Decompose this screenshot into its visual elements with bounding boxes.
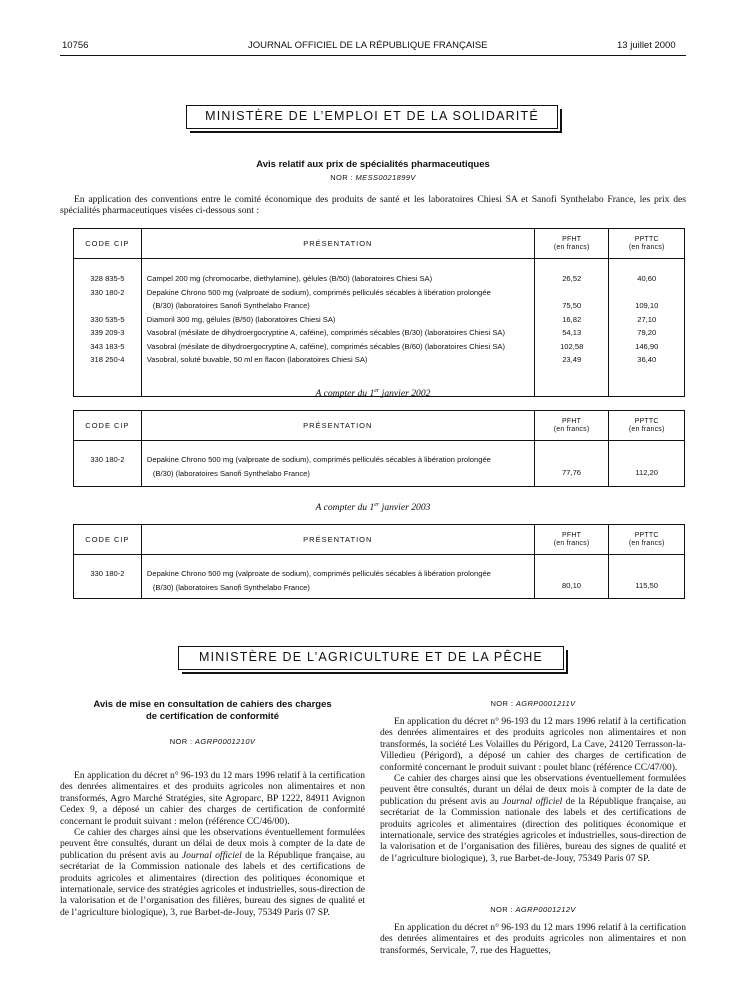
table-row-pfht: 16,82 (562, 314, 582, 324)
table-row-presentation: (B/30) (laboratoires Sanofi Synthelabo France) (152, 468, 310, 478)
col-header-ppttc: PPTTC (en francs) (609, 525, 685, 555)
nor-reference-3: NOR : AGRP0001211V (490, 699, 576, 708)
col-header-code: CODE CIP (74, 229, 142, 259)
table-row-presentation: Vasobral (mésilate de dihydroergocryptine A, caféine), comprimés sécables (B/60) (laboratoires Chiesi SA) (146, 341, 505, 351)
ministry-heading-emploi: MINISTÈRE DE L’EMPLOI ET DE LA SOLIDARITÉ (186, 105, 558, 129)
table-row-ppttc: 36,40 (637, 355, 657, 364)
nor-reference-1 (60, 173, 686, 182)
col-header-code: CODE CIP (74, 525, 142, 555)
table-row-ppttc: 115,50 (635, 581, 658, 590)
table-row-ppttc: 109,10 (635, 301, 659, 310)
table-row-presentation: Vasobral, soluté buvable, 50 ml en flacon (laboratoires Chiesi SA) (146, 355, 368, 364)
avis-consultation-body-right-2 (380, 922, 686, 956)
code-cell (74, 259, 142, 397)
table-row-ppttc: 27,10 (637, 314, 657, 324)
col-header-pfht: PFHT (en francs) (534, 525, 609, 555)
table-row-code: 343 183-5 (90, 341, 125, 351)
table-row-presentation: Diamoril 300 mg, gélules (B/50) (laboratoires Chiesi SA) (146, 314, 336, 324)
price-table-2003 (73, 524, 685, 599)
avis-consultation-body-left (60, 770, 365, 918)
col-header-pfht: PFHT (en francs) (534, 411, 609, 441)
table-row-code (74, 299, 141, 313)
table-row-code: 318 250-4 (90, 355, 125, 364)
table-row-presentation: Depakine Chrono 500 mg (valproate de sodium), comprimés pelliculés sécables à libération prolongée (146, 455, 491, 464)
pfht-cell (534, 555, 609, 599)
col-header-ppttc: PPTTC (en francs) (609, 229, 685, 259)
ppttc-cell (609, 555, 685, 599)
table-row-presentation: (B/30) (laboratoires Sanofi Synthelabo France) (152, 301, 310, 310)
table-row-ppttc (609, 286, 684, 300)
page-date: 13 juillet 2000 (617, 40, 676, 51)
avis-consultation-body-right (380, 716, 686, 864)
table-row-ppttc: 112,20 (635, 468, 658, 477)
nor-code: MESS0021899V (355, 173, 416, 182)
table-row-code: 330 180-2 (90, 287, 125, 297)
col-header-code: CODE CIP (74, 411, 142, 441)
avis-intro (60, 194, 686, 217)
avis-title-prix: Avis relatif aux prix de spécialités pharmaceutiques (256, 159, 490, 170)
table-row-code: 330 180-2 (90, 455, 125, 464)
table-row-presentation: Depakine Chrono 500 mg (valproate de sodium), comprimés pelliculés sécables à libération prolongée (146, 569, 491, 578)
table-row-pfht: 77,76 (562, 468, 582, 477)
table-row-presentation: Vasobral (mésilate de dihydroergocryptine A, caféine), comprimés sécables (B/30) (laboratoires Chiesi SA) (146, 328, 505, 337)
ppttc-cell (609, 441, 685, 487)
pfht-cell (534, 441, 609, 487)
paragraph: En application du décret n° 96-193 du 12 mars 1996 relatif à la certification des denrées alimentaires et des produits agricoles non alimentaires et non transformés, Agro Marché Stratégies, site Agroparc, BP 1222, 84911 Avignon Cedex 9, a déposé un cahier des charges de certification de conformité concernant le produit suivant : melon (référence CC/46/00). (60, 770, 365, 827)
nor-reference-2: NOR : AGRP0001210V (169, 737, 256, 746)
table-row-ppttc: 146,90 (635, 341, 659, 351)
table-row-pfht: 23,49 (562, 355, 582, 364)
presentation-cell (141, 259, 534, 397)
presentation-cell (141, 441, 534, 487)
code-cell (74, 441, 142, 487)
presentation-cell (141, 555, 534, 599)
table-row-pfht: 54,13 (562, 328, 582, 337)
pfht-cell (534, 259, 609, 397)
table-row-pfht: 75,50 (562, 301, 582, 310)
col-header-presentation: PRÉSENTATION (141, 411, 534, 441)
table-row-pfht (535, 286, 609, 300)
header-rule (60, 55, 686, 56)
table-row-presentation: Depakine Chrono 500 mg (valproate de sodium), comprimés pelliculés sécables à libération prolongée (146, 287, 491, 297)
nor-reference-4: NOR : AGRP0001212V (490, 905, 576, 914)
nor-label: NOR : (330, 173, 354, 182)
table-row-pfht: 102,58 (560, 341, 584, 351)
table-row-pfht: 26,52 (562, 274, 582, 283)
table-row-presentation: Campel 200 mg (chromocarbe, diethylamine), gélules (B/50) (laboratoires Chiesi SA) (146, 274, 433, 283)
price-table-2002 (73, 410, 685, 487)
table-row-presentation: (B/30) (laboratoires Sanofi Synthelabo France) (152, 582, 310, 592)
journal-title: JOURNAL OFFICIEL DE LA RÉPUBLIQUE FRANÇAISE (248, 40, 488, 51)
col-header-presentation: PRÉSENTATION (141, 525, 534, 555)
ppttc-cell (609, 259, 685, 397)
caption-2003: A compter du 1er janvier 2003 (315, 502, 431, 514)
intro-paragraph: En application des conventions entre le comité économique des produits de santé et les laboratoires Chiesi SA et Sanofi Synthelabo France, les prix des spécialités pharmaceutiques visées ci-dessous sont : (60, 194, 686, 217)
page-number: 10756 (62, 40, 89, 51)
table-row-ppttc: 79,20 (637, 328, 657, 337)
avis-title-consultation: Avis de mise en consultation de cahiers des charges de certification de conformité (93, 699, 332, 722)
col-header-pfht: PFHT (en francs) (534, 229, 609, 259)
paragraph: En application du décret n° 96-193 du 12 mars 1996 relatif à la certification des denrées alimentaires et des produits agricoles non alimentaires et non transformés, Servicale, 7, rue des Haguettes, (380, 922, 686, 956)
price-table-current (73, 228, 685, 397)
paragraph: Ce cahier des charges ainsi que les observations éventuellement formulées peuvent être consultés, durant un délai de deux mois à compter de la date de publication du présent avis au Journal officiel de la République française, au secrétariat de la Commission nationale des labels et des certifications de produits agricoles et alimentaires (direction des politiques économique et internationale, service des stratégies agricoles et industrielles, sous-direction de la valorisation et de l’organisation des filières, bureau des signes de qualité et de l’agriculture biologique), 3, rue Barbet-de-Jouy, 75349 Paris 07 SP. (380, 773, 686, 864)
caption-2002: A compter du 1er janvier 2002 (315, 388, 431, 400)
paragraph: Ce cahier des charges ainsi que les observations éventuellement formulées peuvent être consultés, durant un délai de deux mois à compter de la date de publication du présent avis au Journal officiel de la République française, au secrétariat de la Commission nationale des labels et des certifications de produits agricoles et alimentaires (direction des politiques économique et internationale, service des stratégies agricoles et industrielles, sous-direction de la valorisation et de l’organisation des filières, bureau des signes de qualité et de l’agriculture biologique), 3, rue Barbet-de-Jouy, 75349 Paris 07 SP. (60, 827, 365, 918)
col-header-ppttc: PPTTC (en francs) (609, 411, 685, 441)
code-cell (74, 555, 142, 599)
table-row-ppttc: 40,60 (637, 274, 657, 283)
col-header-presentation: PRÉSENTATION (141, 229, 534, 259)
table-row-code: 330 535-5 (90, 314, 125, 324)
paragraph: En application du décret n° 96-193 du 12 mars 1996 relatif à la certification des denrées alimentaires et des produits agricoles non alimentaires et non transformés, la société Les Volailles du Périgord, La Cave, 24120 Terrasson-la-Villedieu (Périgord), a déposé un cahier des charges de certification de conformité concernant le produit suivant : poulet blanc (référence CC/47/00). (380, 716, 686, 773)
table-row-code: 339 209-3 (90, 328, 125, 337)
ministry-heading-agriculture: MINISTÈRE DE L’AGRICULTURE ET DE LA PÊCHE (178, 646, 564, 670)
table-row-pfht: 80,10 (562, 581, 582, 590)
table-row-code: 328 835-5 (90, 274, 125, 283)
table-row-code: 330 180-2 (90, 569, 125, 578)
